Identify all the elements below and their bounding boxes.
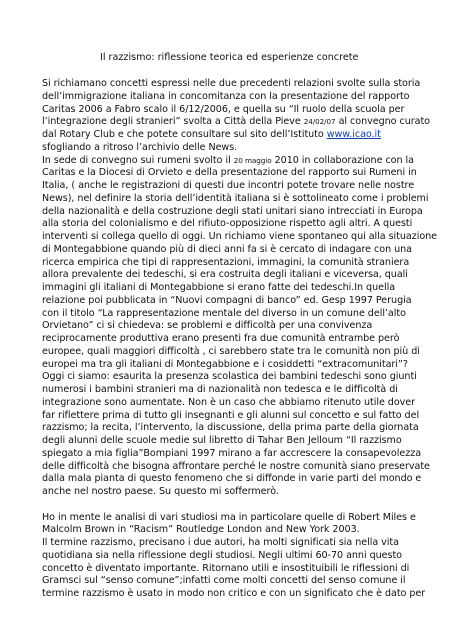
line-text: Si richiamano concetti espressi nelle due precedenti relazioni svolte sulla storia [42,78,421,89]
line-text: interventi si collega quello di oggi. Un richiamo viene spontaneo qui alla situazione [42,231,438,242]
line-text: concetto è diventato importante. Ritornano utili e insostituibili le riflessioni di [42,562,410,574]
line-text: Il termine razzismo, precisano i due autori, ha molti significati sia nella vita [42,537,399,548]
website-link[interactable]: www.icao.it [326,129,381,140]
body-line [42,295,412,307]
body-line [42,384,398,396]
body-line [42,104,404,116]
body-line [42,129,381,141]
body-line [42,575,406,587]
body-line [42,308,406,320]
body-line [42,563,409,575]
line-text: razzismo; la recita, l’intervento, la discussione, della prima parte della giornata [42,422,419,434]
line-small-text: 24/02/07 [303,117,336,127]
line-text: relazione poi pubblicata in “Nuovi compagni di banco” ed. Gesp 1997 Perugia [42,294,412,306]
line-text-cont: al convegno curato [335,116,430,128]
line-text: l’integrazione degli stranieri” svolta a Città della Pieve [42,116,304,128]
body-line [42,524,360,536]
line-text: reciprocamente produttiva erano presenti fra due comunità entrambe però [42,333,400,344]
line-text: Malcolm Brown in “Racism” Routledge London and New York 2003. [42,524,360,536]
body-line [42,78,420,90]
body-line [42,461,430,473]
body-line [42,346,420,358]
line-text: Oggi ci siamo: esaurita la presenza scolastica dei bambini tedeschi sono giunti [42,371,417,383]
line-text: termine razzismo è usato in modo non critico e con un significato che è dato per [42,588,426,599]
body-line [42,257,409,269]
line-text: ricerca empirica che tipi di rappresentazioni, immagini, la comunità straniera [42,256,410,268]
document-title: Il razzismo: riflessione teorica ed esperienze concrete [100,52,359,63]
body-line [42,193,428,205]
body-line [42,410,419,422]
line-text: Ho in mente le analisi di vari studiosi ma in particolare quelle di Robert Miles e [42,511,416,523]
body-line [42,142,237,154]
body-line [42,269,408,281]
line-text: Gramsci sul “senso comune”;infatti come molti concetti del senso comune il [42,575,406,587]
line-text: dell’immigrazione italiana in concomitanza con la presentazione del rapporto [42,90,410,102]
body-line [42,359,408,371]
line-text: alla storia del colonialismo e del rifiuto-opposizione rispetto agli altri. A questi [42,218,413,230]
line-text: immagini gli italiani di Montegabbione si erano fatte dei tedeschi.In quella [42,282,396,293]
body-line [42,537,399,549]
body-line [42,180,414,192]
body-line [42,371,417,383]
line-text: di Montegabbione quando più di dieci anni fa si è cercato di indagare con una [42,243,412,255]
body-line [42,91,409,103]
line-text: dal Rotary Club e che potete consultare sul sito dell’Istituto [42,129,327,140]
line-text: far riflettere prima di tutto gli insegnanti e gli alunni sul concetto e sul fatto del [42,409,420,421]
line-text: In sede di convegno sui rumeni svolto il [42,154,234,166]
body-line [42,397,415,409]
body-line [42,473,421,485]
line-text: dalla mala pianta di questo fenomeno che si diffonde in varie parti del mondo e [42,473,422,485]
line-text-cont: 2010 in collaborazione con la [271,154,414,166]
line-text: allora prevalente dei tedeschi, si era costruita degli italiani e viceversa, quali [42,269,408,281]
line-text: quotidiana sia nella riflessione degli studiosi. Negli ultimi 60-70 anni questo [42,549,402,561]
line-text: sfogliando a ritroso l’archivio delle News. [42,141,238,153]
line-text: Italia, ( anche le registrazioni di questi due incontri potete trovare nelle nostre [42,180,415,191]
line-text: con il titolo “La rappresentazione mentale del diverso in un comune dell’alto [42,307,406,319]
line-text: integrazione sono aumentate. Non è un caso che abbiamo ritenuto utile dover [42,396,416,408]
body-line [42,218,412,230]
line-text: degli alunni delle scuole medie sul libretto di Tahar Ben Jelloum “Il razzismo [42,435,402,446]
body-line [42,116,430,128]
body-line [42,167,417,179]
body-line [42,550,402,562]
line-text: della nazionalità e della costruzione degli stati unitari siano intrecciati in Europa [42,205,423,217]
line-text: europee, quali maggiori difficoltà , ci sarebbero state tra le comunità non più di [42,345,420,357]
line-text: Caritas 2006 a Fabro scalo il 6/12/2006, e quella su “Il ruolo della scuola per [42,103,405,115]
body-line [42,333,399,345]
line-text: numerosi i bambini stranieri ma di nazionalità non tedesca e le difficoltà di [42,384,398,395]
line-text: anche nel nostro paese. Su questo mi soffermerò. [42,486,279,497]
body-line [42,231,437,243]
body-line [42,588,425,600]
line-small-text: 20 maggio [233,155,272,165]
body-line [42,422,419,434]
line-text: spiegato a mia figlia”Bompiani 1997 mirano a far accrescere la consapevolezza [42,447,422,459]
body-line [42,244,412,256]
body-line [42,486,279,498]
body-line [42,206,423,218]
body-line [42,512,416,524]
body-line [42,435,402,447]
body-line [42,320,372,332]
line-text: delle difficoltà che bisogna affrontare perché le nostre comunità siano preservate [42,460,430,472]
body-line [42,282,395,294]
body-line [42,155,414,167]
line-text: News), nel definire la storia dell’identità italiana si è sottolineato come i problemi [42,192,429,204]
line-text: Caritas e la Diocesi di Orvieto e della presentazione del rapporto sui Rumeni in [42,167,417,179]
body-line [42,448,421,460]
line-text: europei ma tra gli italiani di Montegabbione e i cosiddetti “extracomunitari”? [42,358,408,370]
line-text: Orvietano” ci si chiedeva: se problemi e difficoltà per una convivenza [42,320,373,332]
